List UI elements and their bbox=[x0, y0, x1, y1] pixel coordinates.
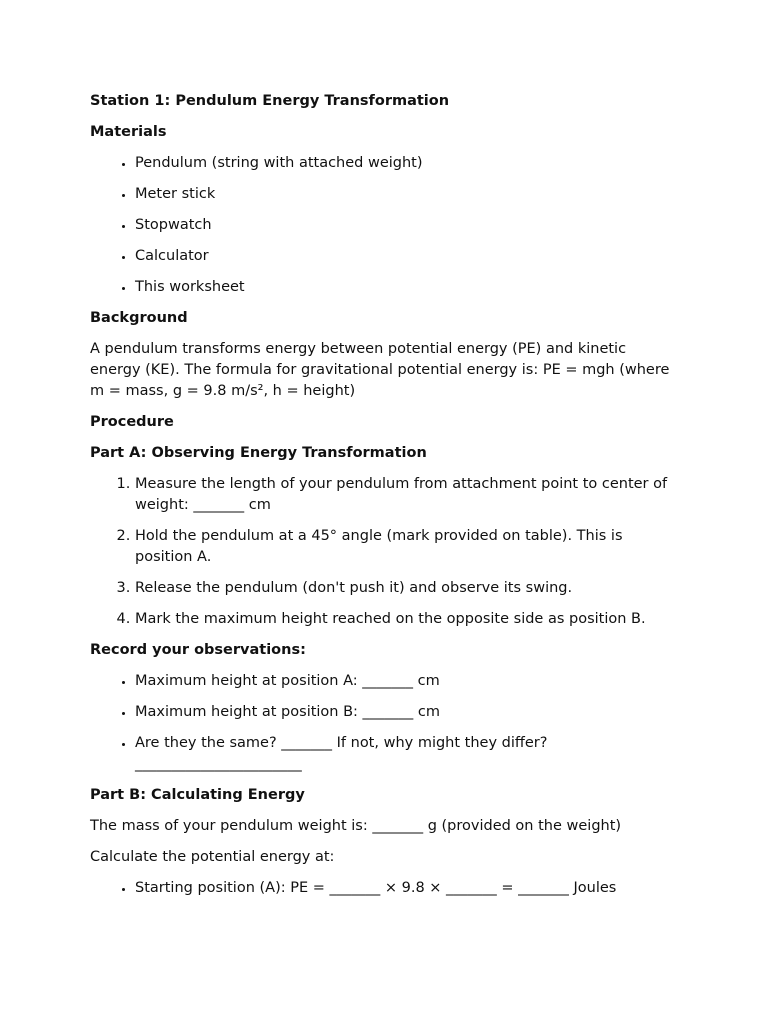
worksheet-page bbox=[90, 91, 680, 909]
materials-item: • Pendulum (string with attached weight) bbox=[135, 153, 680, 174]
procedure-step: 1. Measure the length of your pendulum from attachment point to center of weight: _______ cm bbox=[135, 474, 680, 516]
calc-list bbox=[90, 878, 680, 899]
materials-item: • Calculator bbox=[135, 246, 680, 267]
observation-item: • Maximum height at position B: _______ cm bbox=[135, 702, 680, 723]
materials-item: • Meter stick bbox=[135, 184, 680, 205]
part-a-heading: Part A: Observing Energy Transformation bbox=[90, 445, 427, 461]
procedure-step: 4. Mark the maximum height reached on the opposite side as position B. bbox=[135, 609, 680, 630]
calc-text: Calculate the potential energy at: bbox=[90, 849, 335, 865]
worksheet-title: Station 1: Pendulum Energy Transformation bbox=[90, 93, 450, 109]
procedure-step: 3. Release the pendulum (don't push it) and observe its swing. bbox=[135, 578, 680, 599]
background-text: A pendulum transforms energy between potential energy (PE) and kinetic energy (KE). The formula for gravitational potential energy is: PE = mgh (where m = mass, g = 9.8 m/s², h = height) bbox=[90, 341, 670, 399]
part-b-heading: Part B: Calculating Energy bbox=[90, 787, 305, 803]
materials-list bbox=[90, 153, 680, 298]
procedure-step: 2. Hold the pendulum at a 45° angle (mark provided on table). This is position A. bbox=[135, 526, 680, 568]
materials-item: • This worksheet bbox=[135, 277, 680, 298]
observations-heading: Record your observations: bbox=[90, 642, 306, 658]
observation-item: • Are they the same? _______ If not, why might they differ? _______________________ bbox=[135, 733, 680, 775]
observation-item: • Maximum height at position A: _______ cm bbox=[135, 671, 680, 692]
observations-list bbox=[90, 671, 680, 775]
materials-heading: Materials bbox=[90, 124, 167, 140]
procedure-heading: Procedure bbox=[90, 414, 174, 430]
background-heading: Background bbox=[90, 310, 188, 326]
materials-item: • Stopwatch bbox=[135, 215, 680, 236]
calc-item: • Starting position (A): PE = _______ × 9.8 × _______ = _______ Joules bbox=[135, 878, 680, 899]
part-a-steps bbox=[90, 474, 680, 630]
mass-text: The mass of your pendulum weight is: _______ g (provided on the weight) bbox=[90, 818, 622, 834]
